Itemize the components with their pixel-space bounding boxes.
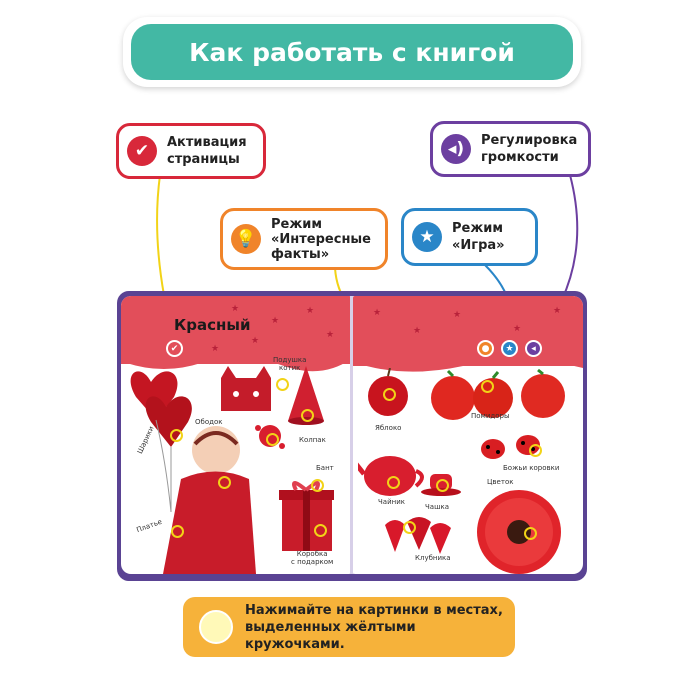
callout-volume xyxy=(430,121,591,177)
hotspot-cup[interactable] xyxy=(436,479,449,492)
callout-facts-mode xyxy=(220,208,388,270)
label-dress: Платье xyxy=(135,517,164,535)
page-color-title: Красный xyxy=(174,316,251,334)
label-cup: Чашка xyxy=(425,503,450,511)
hotspot-teapot[interactable] xyxy=(387,476,400,489)
volume-button-icon[interactable]: ◂ xyxy=(525,340,542,357)
gerbera-flower-image[interactable] xyxy=(465,488,573,574)
label-bow: Бант xyxy=(316,464,334,472)
label-gift-box: Коробка с подарком xyxy=(291,550,334,566)
label-headband: Ободок xyxy=(195,418,223,426)
instruction-hint xyxy=(183,597,515,657)
hotspot-paint-splash[interactable] xyxy=(266,433,279,446)
callout-game-mode xyxy=(401,208,538,266)
label-tomatoes: Помидоры xyxy=(471,412,510,420)
facts-mode-button-icon[interactable]: ● xyxy=(477,340,494,357)
hotspot-cap[interactable] xyxy=(301,409,314,422)
callout-page-activation xyxy=(116,123,266,179)
book-right-page: ★ ★ ★ ★ ★ ● ★ ◂ Яблоко Помидоры Божьи коровки Чайник Чашка Цветок Клубника xyxy=(353,296,583,574)
hotspot-apple[interactable] xyxy=(383,388,396,401)
label-balloons: Шарики xyxy=(135,424,156,456)
label-apple: Яблоко xyxy=(375,424,402,432)
cat-pillow-image[interactable] xyxy=(216,366,276,416)
label-teapot: Чайник xyxy=(378,498,405,506)
hotspot-flower[interactable] xyxy=(524,527,537,540)
page-activation-check-icon[interactable]: ✔ xyxy=(166,340,183,357)
yellow-circle-icon xyxy=(199,610,233,644)
hotspot-gift-box[interactable] xyxy=(314,524,327,537)
hotspot-ladybugs[interactable] xyxy=(529,444,542,457)
hotspot-baby[interactable] xyxy=(218,476,231,489)
callout-activation-text: Активация страницы xyxy=(167,135,247,167)
label-ladybugs: Божьи коровки xyxy=(503,464,560,472)
label-strawberry: Клубника xyxy=(415,554,451,562)
label-cap: Колпак xyxy=(299,436,326,444)
hotspot-dress[interactable] xyxy=(171,525,184,538)
callout-facts-text: Режим «Интересные факты» xyxy=(271,216,371,262)
check-icon: ✔ xyxy=(127,136,157,166)
callout-volume-text: Регулировка громкости xyxy=(481,133,578,165)
hotspot-strawberry[interactable] xyxy=(403,521,416,534)
speaker-icon: ◂) xyxy=(441,134,471,164)
hotspot-tomatoes[interactable] xyxy=(481,380,494,393)
label-flower: Цветок xyxy=(487,478,514,486)
instruction-text: Нажимайте на картинки в местах, выделенных жёлтыми кружочками. xyxy=(245,602,503,652)
page-title: Как работать с книгой xyxy=(131,24,573,80)
lightbulb-icon: 💡 xyxy=(231,224,261,254)
game-mode-button-icon[interactable]: ★ xyxy=(501,340,518,357)
gift-box-image[interactable] xyxy=(279,476,334,551)
star-icon: ★ xyxy=(412,222,442,252)
strawberries-image[interactable] xyxy=(375,510,455,560)
hotspot-bow[interactable] xyxy=(311,479,324,492)
baby-in-red-dress-image[interactable] xyxy=(161,424,256,574)
label-cat-pillow: Подушка котик xyxy=(273,356,307,372)
callout-game-text: Режим «Игра» xyxy=(452,221,505,253)
teapot-and-cup-image[interactable] xyxy=(358,446,468,501)
book-left-page: ★ ★ ★ ★ ★ ★ Красный ✔ Шарики Подушка котик Колпак Ободок Платье Бант Коробка с подарком xyxy=(121,296,351,574)
